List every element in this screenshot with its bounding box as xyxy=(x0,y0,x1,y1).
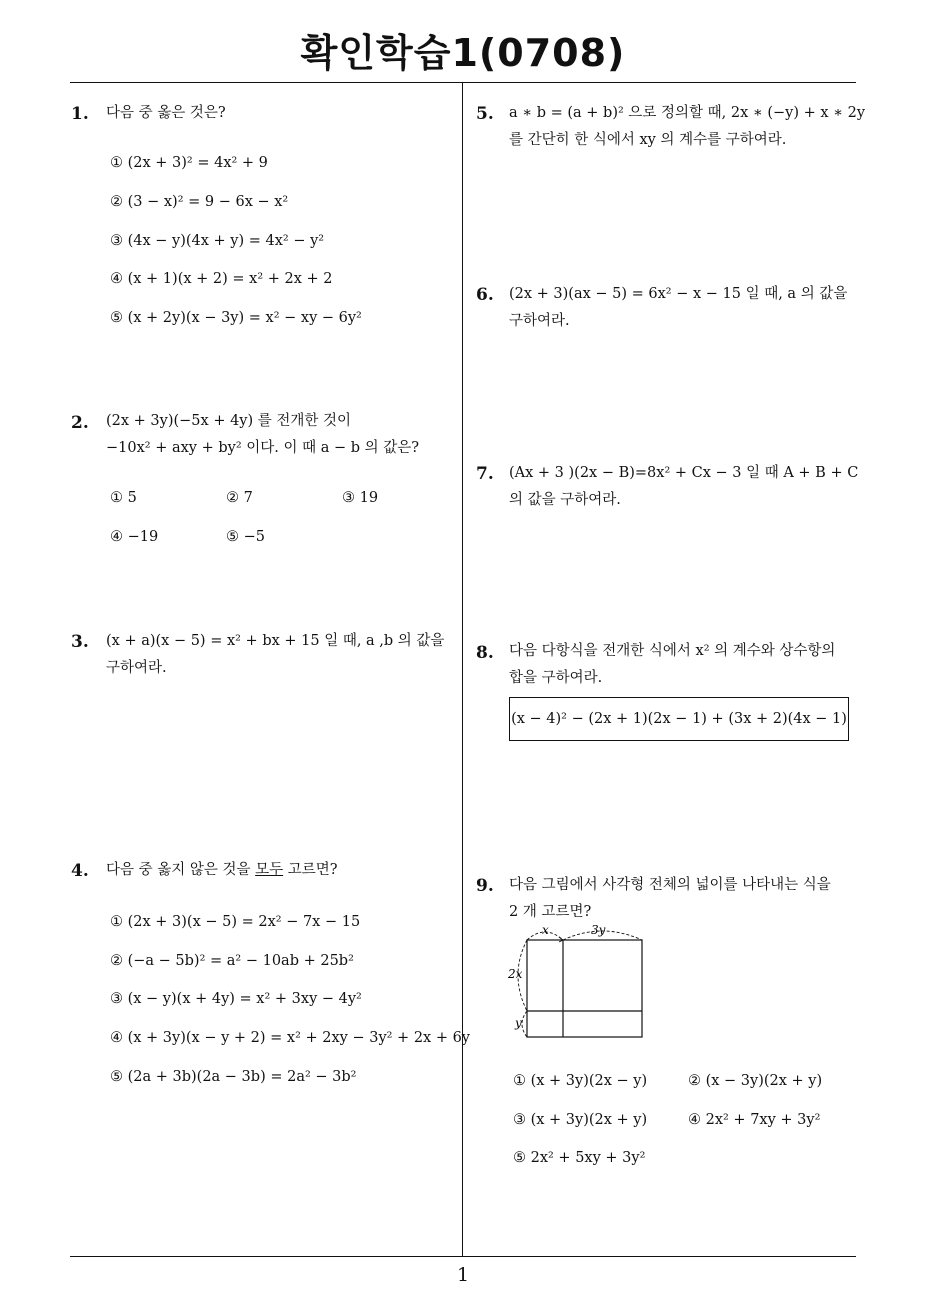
question-text-line-2: −10x² + axy + by² 이다. 이 때 a − b 의 값은? xyxy=(106,440,420,456)
question-text-emphasis: 모두 xyxy=(255,862,284,878)
choice-5[interactable]: ⑤ (2a + 3b)(2a − 3b) = 2a² − 3b² xyxy=(110,1069,357,1085)
page-number: 1 xyxy=(456,1264,470,1286)
top-rule xyxy=(70,82,856,83)
choice-4[interactable]: ④ (x + 3y)(x − y + 2) = x² + 2xy − 3y² + 2x + 6y xyxy=(110,1030,471,1046)
choice-5[interactable]: ⑤ 2x² + 5xy + 3y² xyxy=(513,1150,646,1166)
column-divider xyxy=(462,83,463,1256)
choice-2[interactable]: ② 7 xyxy=(226,490,253,506)
question-text-line-2: 의 값을 구하여라. xyxy=(509,492,621,508)
choice-1[interactable]: ① (2x + 3)(x − 5) = 2x² − 7x − 15 xyxy=(110,914,361,930)
question-text-line-2: 합을 구하여라. xyxy=(509,670,603,686)
rectangle-figure xyxy=(505,920,650,1045)
choice-4[interactable]: ④ −19 xyxy=(110,529,159,545)
question-number: 1. xyxy=(71,104,89,124)
question-text-line-1: (2x + 3)(ax − 5) = 6x² − x − 15 일 때, a 의 값을 xyxy=(509,286,848,302)
question-text-line-2: 2 개 고르면? xyxy=(509,904,592,920)
question-text-line-2: 구하여라. xyxy=(106,660,167,676)
outer-rectangle xyxy=(527,940,642,1037)
bottom-rule xyxy=(70,1256,856,1257)
question-number: 6. xyxy=(476,285,494,305)
choice-3[interactable]: ③ (4x − y)(4x + y) = 4x² − y² xyxy=(110,233,325,249)
choice-2[interactable]: ② (3 − x)² = 9 − 6x − x² xyxy=(110,194,289,210)
choice-2[interactable]: ② (x − 3y)(2x + y) xyxy=(688,1073,823,1089)
choice-5[interactable]: ⑤ −5 xyxy=(226,529,265,545)
question-text-line-1: (2x + 3y)(−5x + 4y) 를 전개한 것이 xyxy=(106,413,352,429)
choice-1[interactable]: ① (x + 3y)(2x − y) xyxy=(513,1073,648,1089)
choice-3[interactable]: ③ 19 xyxy=(342,490,379,506)
choice-4[interactable]: ④ 2x² + 7xy + 3y² xyxy=(688,1112,821,1128)
question-text-pre: 다음 중 옳지 않은 것을 xyxy=(106,862,256,878)
label-y: y xyxy=(515,1016,522,1030)
page-title: 확인학습1(0708) xyxy=(300,31,626,75)
question-text-post: 고르면? xyxy=(283,862,338,878)
label-3y: 3y xyxy=(591,923,606,937)
question-number: 4. xyxy=(71,861,89,881)
label-x: x xyxy=(542,923,549,937)
choice-1[interactable]: ① (2x + 3)² = 4x² + 9 xyxy=(110,155,268,171)
question-text-line-1: 다음 다항식을 전개한 식에서 x² 의 계수와 상수항의 xyxy=(509,643,836,659)
question-text-line-2: 를 간단히 한 식에서 xy 의 계수를 구하여라. xyxy=(509,132,787,148)
question-text: 다음 중 옳은 것은? xyxy=(106,105,226,121)
choice-3[interactable]: ③ (x + 3y)(2x + y) xyxy=(513,1112,648,1128)
brace-left-y xyxy=(522,1011,527,1037)
question-number: 2. xyxy=(71,413,89,433)
boxed-expression: (x − 4)² − (2x + 1)(2x − 1) + (3x + 2)(4x − 1) xyxy=(509,697,849,741)
question-number: 3. xyxy=(71,632,89,652)
question-number: 8. xyxy=(476,643,494,663)
choice-2[interactable]: ② (−a − 5b)² = a² − 10ab + 25b² xyxy=(110,953,354,969)
question-number: 7. xyxy=(476,464,494,484)
choice-1[interactable]: ① 5 xyxy=(110,490,137,506)
question-number: 5. xyxy=(476,104,494,124)
question-number: 9. xyxy=(476,876,494,896)
question-text-line-1: (Ax + 3 )(2x − B)=8x² + Cx − 3 일 때 A + B + C xyxy=(509,465,859,481)
choice-3[interactable]: ③ (x − y)(x + 4y) = x² + 3xy − 4y² xyxy=(110,991,362,1007)
question-text-line-1: (x + a)(x − 5) = x² + bx + 15 일 때, a ,b 의 값을 xyxy=(106,633,445,649)
question-text xyxy=(106,857,338,884)
question-text-line-2: 구하여라. xyxy=(509,313,570,329)
choice-5[interactable]: ⑤ (x + 2y)(x − 3y) = x² − xy − 6y² xyxy=(110,310,362,326)
question-text-line-1: a ∗ b = (a + b)² 으로 정의할 때, 2x ∗ (−y) + x ∗ 2y xyxy=(509,105,866,121)
label-2x: 2x xyxy=(508,967,523,981)
question-text-line-1: 다음 그림에서 사각형 전체의 넓이를 나타내는 식을 xyxy=(509,877,831,893)
choice-4[interactable]: ④ (x + 1)(x + 2) = x² + 2x + 2 xyxy=(110,271,333,287)
